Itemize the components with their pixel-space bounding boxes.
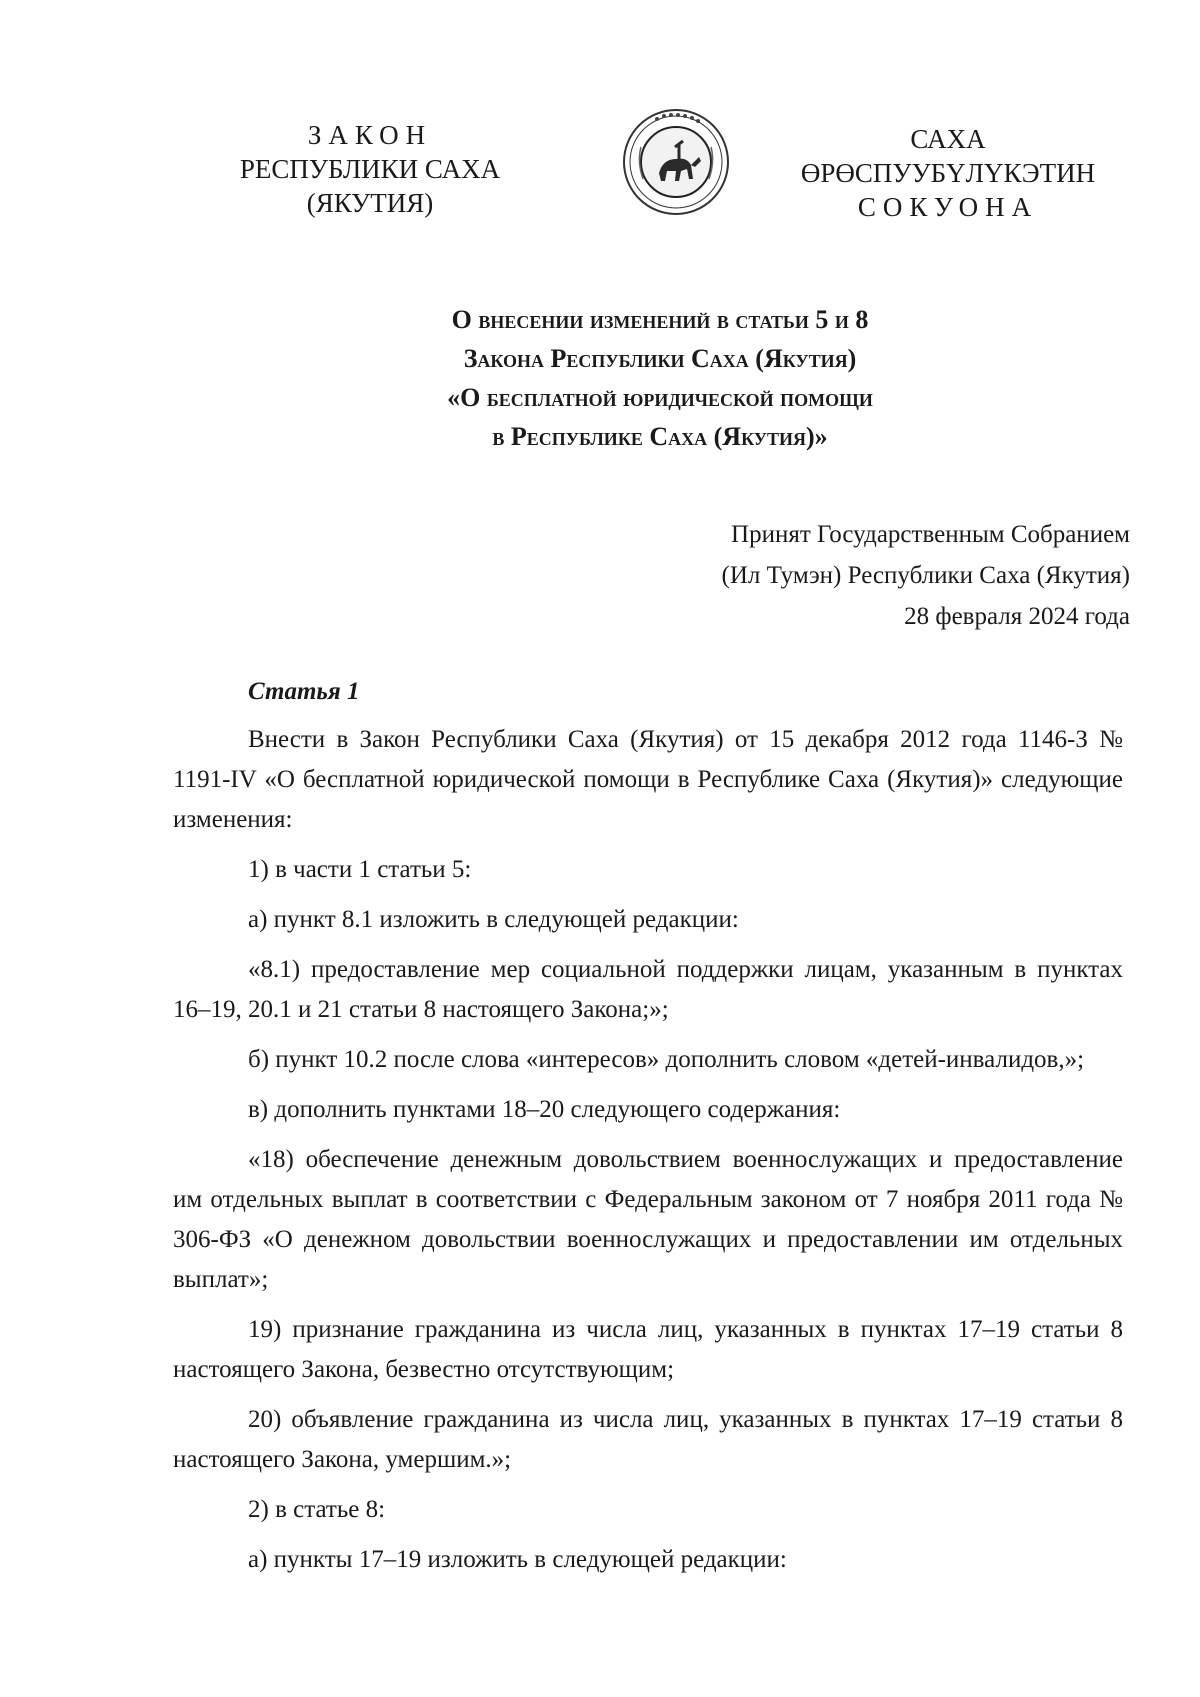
header-right xyxy=(778,122,1118,224)
article-paragraph: 2) в статье 8: xyxy=(248,1496,386,1523)
header-right-line1: САХА ӨРӨСПУУБҮЛҮКЭТИН xyxy=(800,124,1096,188)
adoption-date: 28 февраля 2024 года xyxy=(904,603,1130,630)
law-title-line2: Закона Республики Саха (Якутия) xyxy=(463,344,857,373)
article-heading: Статья 1 xyxy=(248,678,360,705)
adoption-line2: (Ил Тумэн) Республики Саха (Якутия) xyxy=(721,562,1130,589)
law-title-line3: «О бесплатной юридической помощи xyxy=(447,383,873,412)
article-paragraph: 1) в части 1 статьи 5: xyxy=(248,856,472,883)
article-paragraph: Внести в Закон Республики Саха (Якутия) от 15 декабря 2012 года 1146-З № 1191-IV «О бесплатной юридической помощи в Республике Саха (Якутия)» следующие изменения: xyxy=(173,726,1123,833)
header-left-line2: РЕСПУБЛИКИ САХА (ЯКУТИЯ) xyxy=(239,154,501,218)
coat-of-arms-emblem-icon xyxy=(621,107,731,217)
article-paragraph: а) пункты 17–19 изложить в следующей редакции: xyxy=(248,1546,787,1573)
article-paragraph: а) пункт 8.1 изложить в следующей редакции: xyxy=(248,906,739,933)
header-left-line1: ЗАКОН xyxy=(307,120,433,150)
article-paragraph: б) пункт 10.2 после слова «интересов» дополнить словом «детей-инвалидов,»; xyxy=(248,1046,1085,1073)
law-title-line4: в Республике Саха (Якутия)» xyxy=(492,422,828,451)
header-right-line2: СОКУОНА xyxy=(857,192,1039,222)
law-title-line1: О внесении изменений в статьи 5 и 8 xyxy=(451,305,869,334)
law-title xyxy=(300,300,1020,456)
article-paragraph: 19) признание гражданина из числа лиц, указанных в пунктах 17–19 статьи 8 настоящего Закона, безвестно отсутствующим; xyxy=(173,1316,1123,1383)
article-paragraph: 20) объявление гражданина из числа лиц, указанных в пунктах 17–19 статьи 8 настоящего Закона, умершим.»; xyxy=(173,1406,1123,1473)
adoption-note xyxy=(630,514,1130,637)
header-left xyxy=(200,118,540,220)
article-paragraph: в) дополнить пунктами 18–20 следующего содержания: xyxy=(248,1096,841,1123)
article-paragraph: «18) обеспечение денежным довольствием военнослужащих и предоставление им отдельных выплат в соответствии с Федеральным законом от 7 ноября 2011 года № 306-ФЗ «О денежном довольствии военнослужащих и предоставлении им отдельных выплат»; xyxy=(173,1146,1123,1293)
article-paragraph: «8.1) предоставление мер социальной поддержки лицам, указанным в пунктах 16–19, 20.1 и 21 статьи 8 настоящего Закона;»; xyxy=(173,956,1123,1023)
adoption-line1: Принят Государственным Собранием xyxy=(731,521,1130,548)
article-body xyxy=(173,672,1123,1580)
